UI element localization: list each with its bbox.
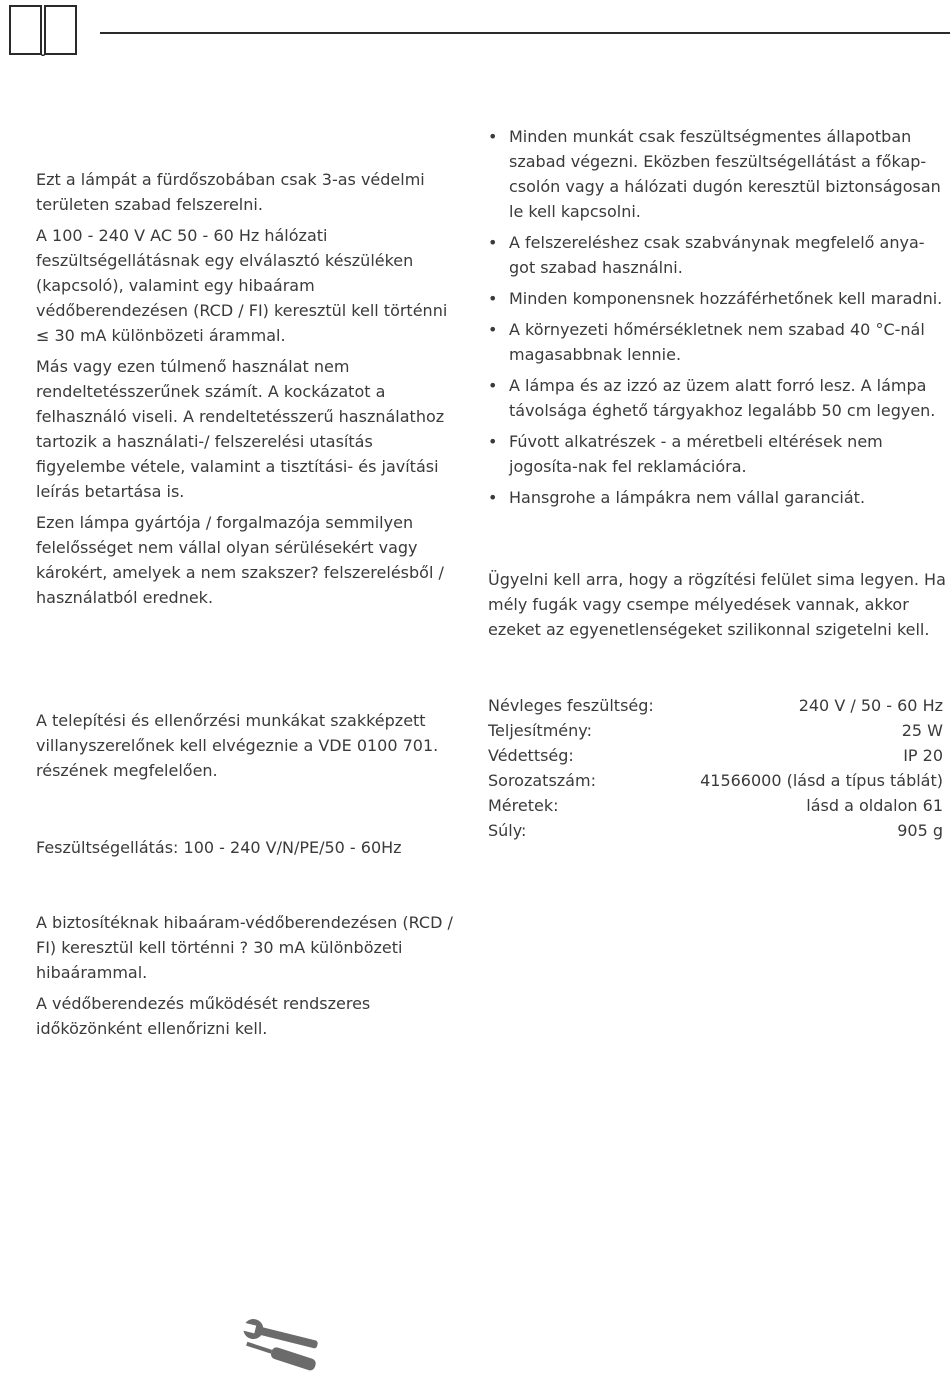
bullet-icon: •: [488, 488, 498, 507]
spec-row: [488, 743, 943, 768]
list-item: • A környezeti hőmérsékletnek nem szabad 40 °C-nál magasabbnak lennie.: [488, 317, 948, 367]
bullet-icon: •: [488, 289, 498, 308]
header-rule: [100, 32, 950, 34]
paragraph: Ezen lámpa gyártója / forgalmazója semmilyen felelősséget nem vállal olyan sérülésekért vagy károkért, amelyek a nem szakszer? felszerelésből / használatból erednek.: [36, 513, 444, 607]
installation-section: [36, 708, 456, 783]
spec-value: IP 20: [903, 746, 943, 765]
surface-text: Ügyelni kell arra, hogy a rögzítési felület sima legyen. Ha mély fugák vagy csempe mélyedések vannak, akkor ezeket az egyenetlenségeket szilikonnal szigetelni kell.: [488, 570, 946, 639]
intended-use-section: [36, 167, 456, 616]
technical-data-table: [488, 693, 943, 843]
wrench-screwdriver-icon: [236, 1318, 326, 1374]
paragraph: Más vagy ezen túlmenő használat nem rendeltetésszerűnek számít. A kockázatot a felhasználó viseli. A rendeltetésszerű használathoz tartozik a használati-/ felszerelési utasítás figyelembe vétele, valamint a tisztítási- és javítási leírás betartása is.: [36, 357, 445, 501]
list-item: • Hansgrohe a lámpákra nem vállal garanciát.: [488, 485, 948, 510]
mounting-surface-section: [488, 567, 948, 642]
paragraph: A biztosítéknak hibaáram-védőberendezésen (RCD / FI) keresztül kell történni ? 30 mA különbözeti hibaárammal.: [36, 913, 453, 982]
bullet-icon: •: [488, 127, 498, 146]
list-item: • Fúvott alkatrészek - a méretbeli eltérések nem jogosíta-nak fel reklamációra.: [488, 429, 948, 479]
paragraph: A védőberendezés működését rendszeres időközönként ellenőrizni kell.: [36, 994, 371, 1038]
power-supply-text: Feszültségellátás: 100 - 240 V/N/PE/50 - 60Hz: [36, 838, 402, 857]
bullet-icon: •: [488, 233, 498, 252]
spec-value: 905 g: [897, 821, 943, 840]
spec-row: [488, 718, 943, 743]
open-book-icon: [8, 2, 78, 56]
spec-value: 25 W: [901, 721, 943, 740]
spec-label: Méretek:: [488, 796, 559, 815]
spec-label: Súly:: [488, 821, 527, 840]
installation-text: A telepítési és ellenőrzési munkákat szakképzett villanyszerelőnek kell elvégeznie a VDE 0100 701. részének megfelelően.: [36, 711, 439, 780]
spec-row: [488, 793, 943, 818]
safety-list: [488, 124, 948, 510]
list-item: • A lámpa és az izzó az üzem alatt forró lesz. A lámpa távolsága éghető tárgyakhoz legalább 50 cm legyen.: [488, 373, 948, 423]
spec-label: Sorozatszám:: [488, 771, 596, 790]
paragraph: Ezt a lámpát a fürdőszobában csak 3-as védelmi területen szabad felszerelni.: [36, 170, 425, 214]
bullet-icon: •: [488, 376, 498, 395]
safety-instructions-section: [488, 124, 948, 516]
spec-label: Névleges feszültség:: [488, 696, 654, 715]
bullet-icon: •: [488, 320, 498, 339]
spec-label: Védettség:: [488, 746, 574, 765]
list-item: • Minden munkát csak feszültségmentes állapotban szabad végezni. Eközben feszültségellátást a főkap-csolón vagy a hálózati dugón keresztül biztonságosan le kell kapcsolni.: [488, 124, 948, 224]
spec-row: [488, 768, 943, 793]
spec-value: lásd a oldalon 61: [806, 796, 943, 815]
spec-row: [488, 818, 943, 843]
spec-value: 240 V / 50 - 60 Hz: [798, 696, 943, 715]
list-item: • Minden komponensnek hozzáférhetőnek kell maradni.: [488, 286, 948, 311]
spec-value: 41566000 (lásd a típus táblát): [700, 771, 943, 790]
power-supply-section: [36, 835, 456, 860]
paragraph: A 100 - 240 V AC 50 - 60 Hz hálózati feszültségellátásnak egy elválasztó készüléken (kapcsoló), valamint egy hibaáram védőberendezésen (RCD / FI) keresztül kell történni ≤ 30 mA különbözeti árammal.: [36, 226, 448, 345]
bullet-icon: •: [488, 432, 498, 451]
fuse-section: [36, 910, 456, 1047]
spec-label: Teljesítmény:: [488, 721, 592, 740]
spec-row: [488, 693, 943, 718]
list-item: • A felszereléshez csak szabványnak megfelelő anya-got szabad használni.: [488, 230, 948, 280]
